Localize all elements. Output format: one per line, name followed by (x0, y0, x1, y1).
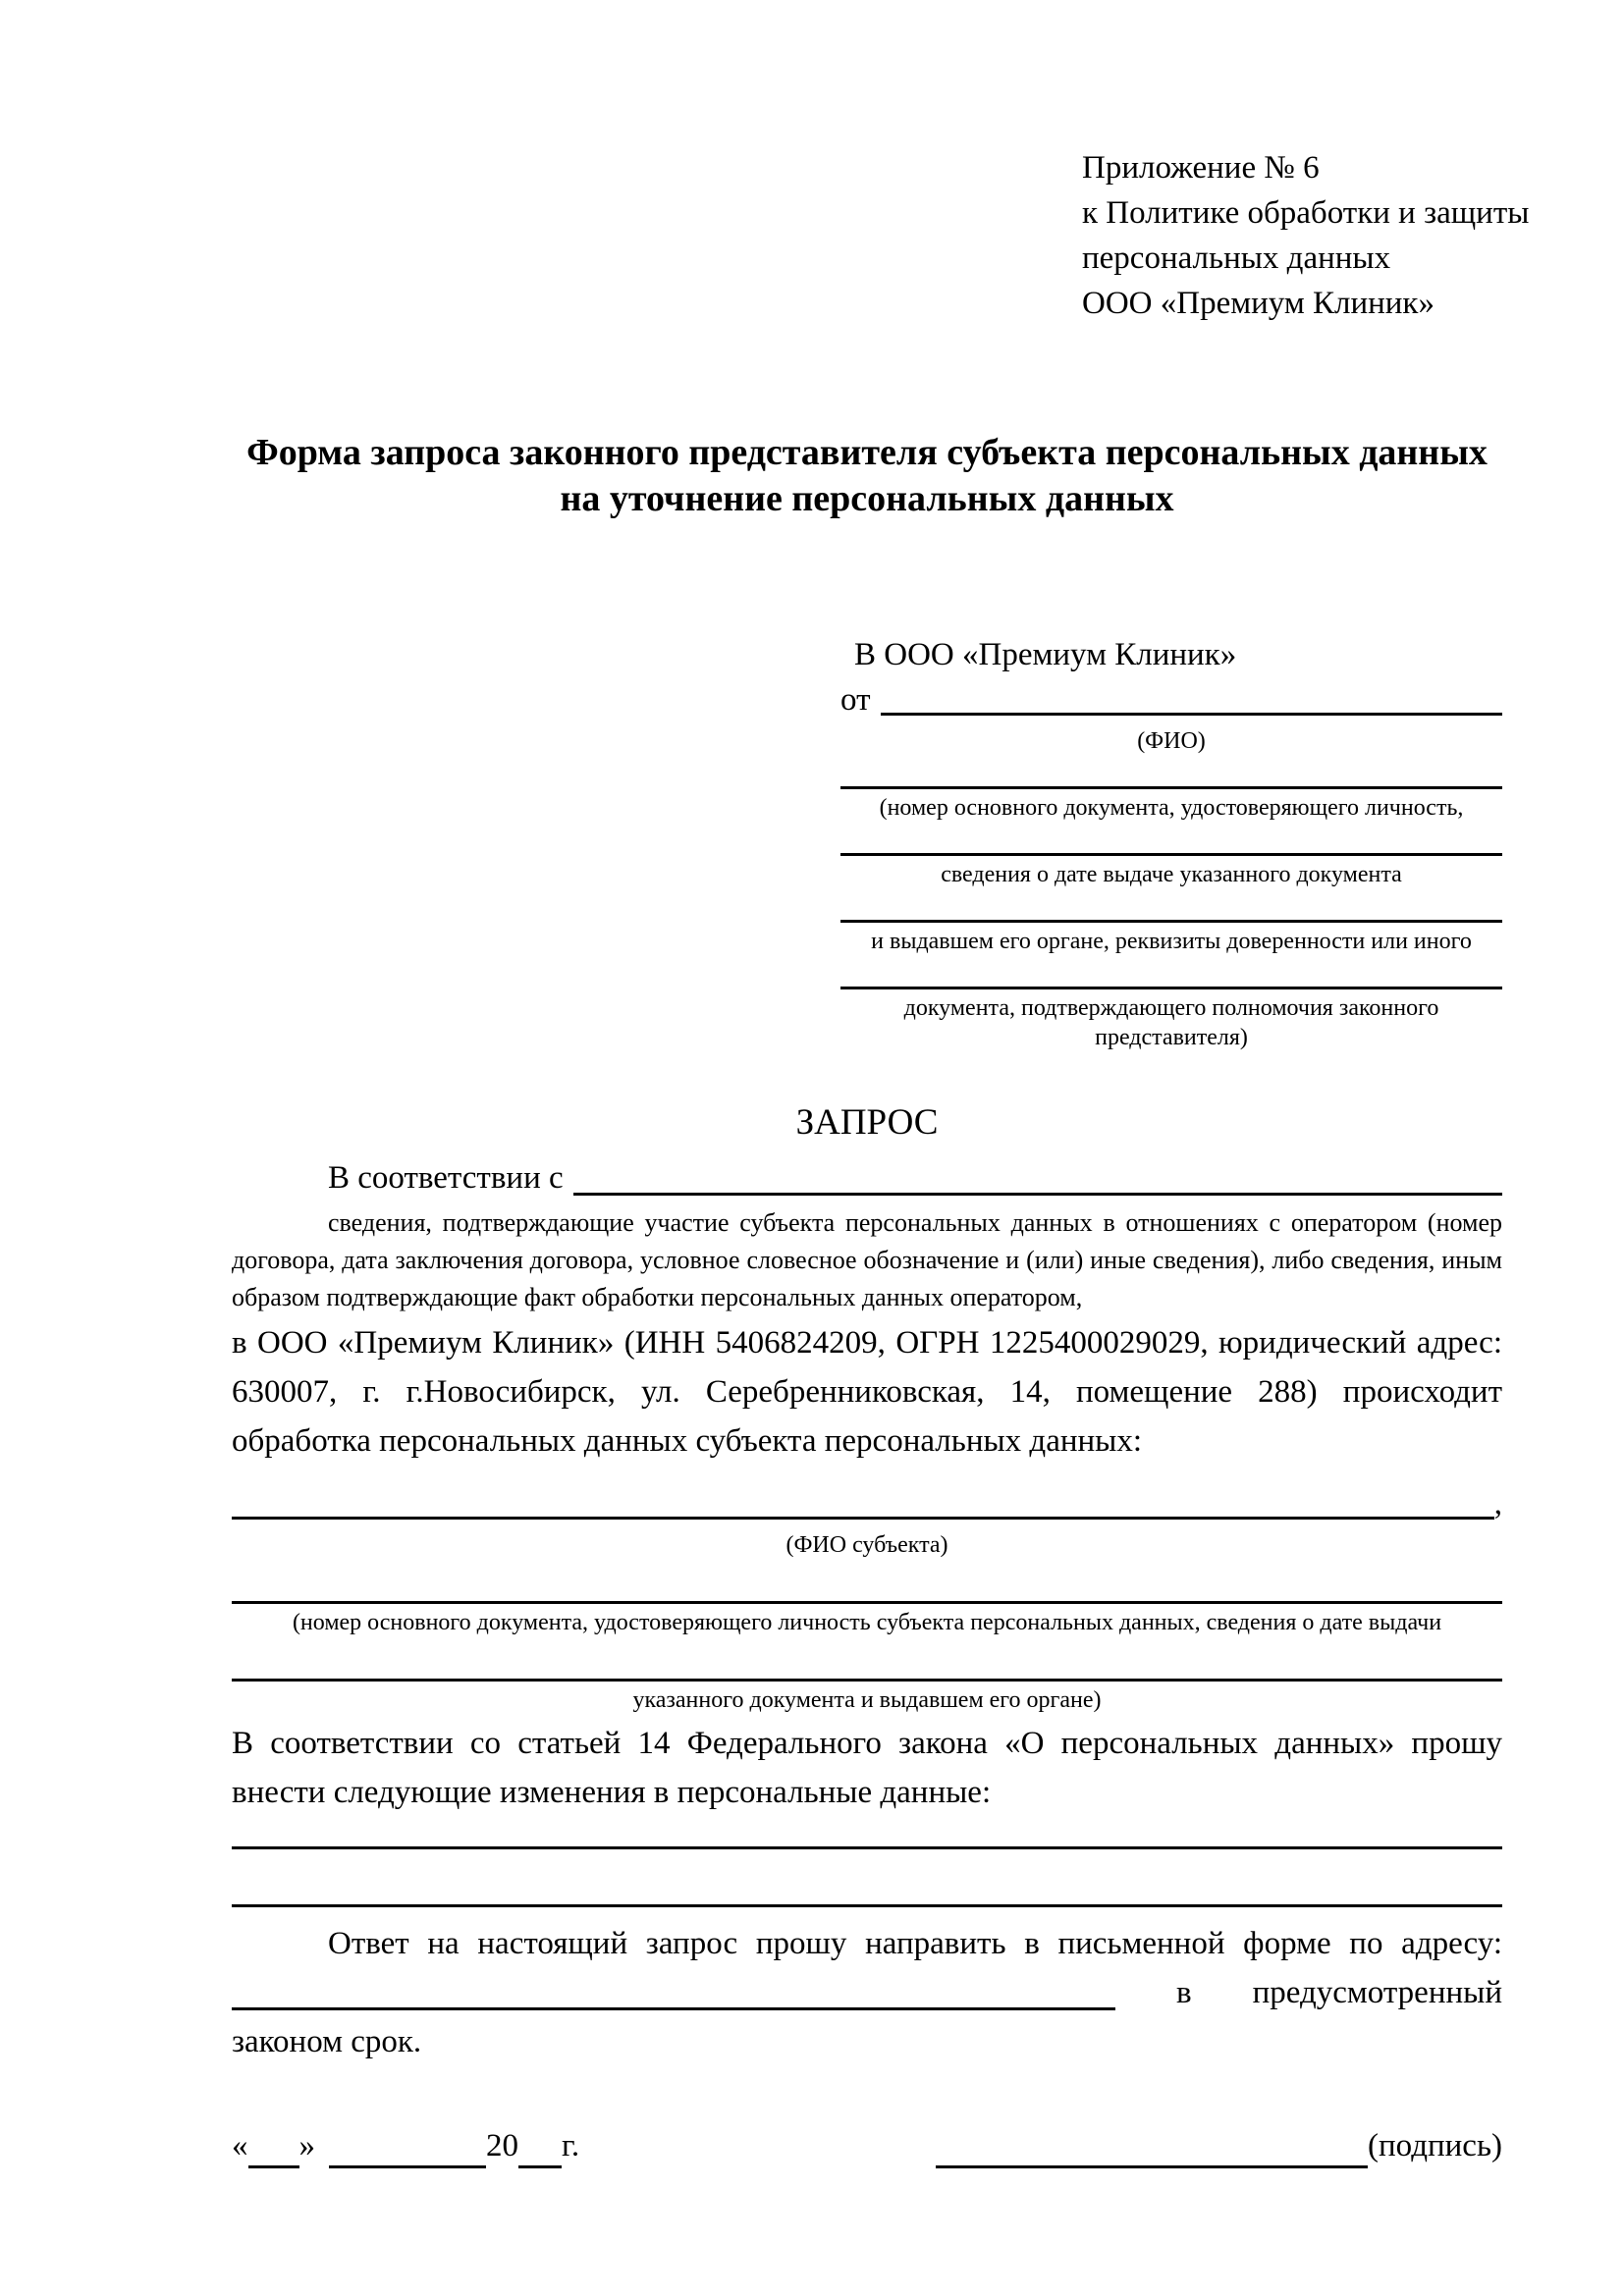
document-title (232, 430, 1502, 522)
representative-authority-caption: документа, подтверждающего полномочия законного представителя) (903, 995, 1439, 1050)
issuing-authority-caption: и выдавшем его органе, реквизиты доверенности или иного (871, 929, 1472, 954)
fio-blank-line (881, 677, 1503, 716)
appendix-block (1082, 145, 1530, 326)
operator-paragraph: в ООО «Премиум Клиник» (ИНН 5406824209, ОГРН 1225400029029, юридический адрес: 630007, г. г.Новосибирск, ул. Серебренниковская, 14, помещение 288) происходит обработка персональных данных субъекта персональных данных: (232, 1325, 1502, 1459)
signature-blank-line (936, 2132, 1368, 2168)
doc-number-blank-line (840, 765, 1502, 789)
fio-caption: (ФИО) (1137, 728, 1206, 754)
subject-fio-comma: , (1493, 1486, 1502, 1522)
subject-doc-caption-1: (номер основного документа, удостоверяющего личность субъекта персональных данных, сведения о дате выдачи (292, 1610, 1442, 1635)
address-blank-line (232, 2007, 1115, 2010)
request-intro-label: В соответствии с (328, 1160, 564, 1196)
date-day-blank (248, 2132, 299, 2168)
date-year-blank (518, 2132, 562, 2168)
request-heading: ЗАПРОС (795, 1102, 939, 1143)
response-paragraph-line-2 (232, 1968, 1502, 2017)
document-title-line-1: Форма запроса законного представителя субъекта персональных данных (246, 432, 1488, 473)
subject-doc-blank-line-2 (232, 1637, 1502, 1682)
appendix-line-4: ООО «Премиум Клиник» (1082, 286, 1435, 321)
date-year-prefix: 20 (486, 2128, 518, 2163)
request-intro-footnote: сведения, подтверждающие участие субъекта персональных данных в отношениях с оператором (номер договора, дата заключения договора, условное словесное обозначение и (или) иные сведения), либо сведения, иным образом подтверждающие факт обработки персональных данных оператором, (232, 1208, 1502, 1311)
issue-date-blank-line (840, 831, 1502, 856)
signature-line (936, 2123, 1502, 2168)
date-quote-close: » (298, 2128, 315, 2163)
doc-number-caption: (номер основного документа, удостоверяющего личность, (879, 795, 1464, 821)
subject-doc-blank-line-1 (232, 1560, 1502, 1604)
date-year-suffix: г. (562, 2128, 580, 2163)
request-intro-line (232, 1153, 1502, 1202)
subject-fio-blank-line (232, 1481, 1494, 1520)
subject-fio-caption: (ФИО субъекта) (785, 1532, 948, 1558)
changes-blank-line-1 (232, 1817, 1502, 1849)
subject-fio-line (232, 1481, 1502, 1526)
request-intro-blank-line (573, 1153, 1502, 1196)
addressee-from-line (840, 677, 1502, 722)
response-paragraph-line-3: законом срок. (232, 2024, 422, 2059)
footer-row (232, 2123, 1502, 2168)
addressee-block (840, 632, 1502, 1061)
date-month-blank (329, 2132, 486, 2168)
representative-authority-blank-line (840, 965, 1502, 989)
document-title-line-2: на уточнение персональных данных (560, 478, 1174, 519)
law-paragraph: В соответствии со статьей 14 Федерального закона «О персональных данных» прошу внести следующие изменения в персональные данные: (232, 1726, 1502, 1810)
addressee-from-label: от (840, 682, 871, 718)
date-quote-open: « (232, 2128, 248, 2163)
issue-date-caption: сведения о дате выдаче указанного документа (941, 862, 1402, 887)
response-word-2: предусмотренный (1252, 1975, 1502, 2010)
date-line (232, 2123, 579, 2168)
issuing-authority-blank-line (840, 898, 1502, 923)
subject-doc-caption-2: указанного документа и выдавшем его органе) (632, 1687, 1102, 1713)
response-word-1: в (1176, 1975, 1192, 2010)
appendix-line-1: Приложение № 6 (1082, 150, 1320, 186)
appendix-line-2: к Политике обработки и защиты (1082, 195, 1530, 231)
signature-caption: (подпись) (1368, 2128, 1502, 2163)
changes-blank-line-2 (232, 1849, 1502, 1907)
appendix-line-3: персональных данных (1082, 240, 1391, 276)
addressee-to: В ООО «Премиум Клиник» (854, 637, 1237, 672)
response-paragraph-line-1: Ответ на настоящий запрос прошу направить в письменной форме по адресу: (328, 1926, 1502, 1961)
